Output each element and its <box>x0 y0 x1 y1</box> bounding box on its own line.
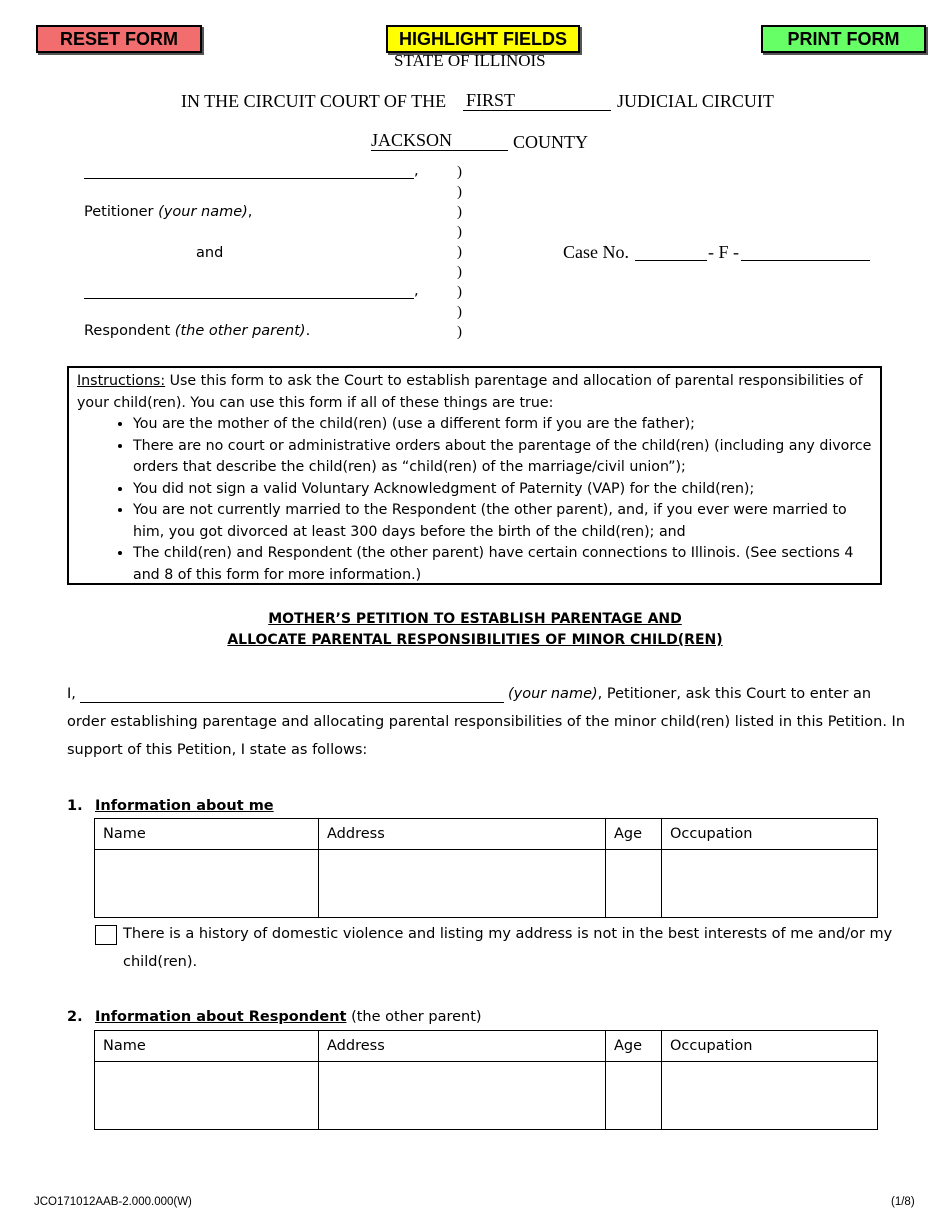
section2-input-row <box>95 1062 878 1130</box>
column-header: Occupation <box>662 1031 878 1062</box>
caption-paren: ) <box>457 304 462 320</box>
respondent-age-cell[interactable] <box>606 1062 662 1130</box>
instructions-intro-text: Use this form to ask the Court to establish parentage and allocation of parental responsibilities of your child(ren). You can use this form if all of these things are true: <box>77 373 863 411</box>
domestic-violence-checkbox[interactable] <box>95 925 117 945</box>
circuit-value: FIRST <box>466 90 516 110</box>
print-form-button[interactable] <box>761 25 926 53</box>
section1-table <box>94 818 878 918</box>
my-name-cell[interactable] <box>95 850 319 918</box>
highlight-fields-button[interactable] <box>386 25 580 53</box>
and-label: and <box>196 245 224 261</box>
respondent-hint: (the other parent) <box>174 323 306 339</box>
section1-number: 1. <box>67 798 83 814</box>
my-occupation-cell[interactable] <box>662 850 878 918</box>
petition-title-line2: ALLOCATE PARENTAL RESPONSIBILITIES OF MINOR CHILD(REN) <box>227 632 723 648</box>
instructions-bullet: • The child(ren) and Respondent (the other parent) have certain connections to Illinois. (See sections 4 and 8 of this form for more information.) <box>133 543 872 586</box>
intro-line2: order establishing parentage and allocating parental responsibilities of the minor child(ren) listed in this Petition. In <box>67 714 906 730</box>
case-number-field[interactable] <box>741 242 870 261</box>
case-no-label: Case No. <box>563 242 629 262</box>
court-prefix: IN THE CIRCUIT COURT OF THE <box>181 91 447 111</box>
section1-heading-text: Information about me <box>95 798 274 814</box>
intro-line3: support of this Petition, I state as follows: <box>67 742 368 758</box>
print-form-label: PRINT FORM <box>787 28 900 49</box>
column-header: Age <box>606 819 662 850</box>
petition-title-line1: MOTHER’S PETITION TO ESTABLISH PARENTAGE AND <box>268 611 682 627</box>
your-name-field[interactable] <box>80 684 504 703</box>
my-address-cell[interactable] <box>319 850 606 918</box>
checkbox-text-line1: There is a history of domestic violence and listing my address is not in the best interests of me and/or my <box>123 926 893 942</box>
my-age-cell[interactable] <box>606 850 662 918</box>
page-number: (1/8) <box>891 1196 915 1208</box>
section1-input-row <box>95 850 878 918</box>
section2-table <box>94 1030 878 1130</box>
caption-paren: ) <box>457 264 462 280</box>
section2-heading-suffix: (the other parent) <box>346 1009 482 1025</box>
column-header: Occupation <box>662 819 878 850</box>
column-header: Age <box>606 1031 662 1062</box>
petitioner-hint: (your name) <box>158 204 248 220</box>
section2-header-row <box>95 1031 878 1062</box>
instructions-bullet: • You are not currently married to the Respondent (the other parent), and, if you ever were married to him, you got divorced at least 300 days before the birth of the child(ren); and <box>133 500 872 543</box>
instructions-bullet: • You did not sign a valid Voluntary Acknowledgment of Paternity (VAP) for the child(ren); <box>133 479 872 501</box>
case-year-field[interactable] <box>635 242 707 261</box>
petitioner-name-field[interactable] <box>84 160 414 179</box>
respondent-word: Respondent <box>84 323 171 339</box>
column-header: Name <box>95 1031 319 1062</box>
intro-hint: (your name) <box>508 686 598 702</box>
instructions-bullet: • There are no court or administrative orders about the parentage of the child(ren) (including any divorce orders that describe the child(ren) as “child(ren) of the marriage/civil union”); <box>133 436 872 479</box>
respondent-label <box>84 323 310 339</box>
column-header: Name <box>95 819 319 850</box>
caption-paren: ) <box>457 184 462 200</box>
column-header: Address <box>319 819 606 850</box>
intro-i: I, <box>67 686 76 702</box>
caption-paren: ) <box>457 224 462 240</box>
petitioner-label <box>84 204 252 220</box>
instructions-bullet: • You are the mother of the child(ren) (use a different form if you are the father); <box>133 414 872 436</box>
caption-paren: ) <box>457 284 462 300</box>
respondent-name-cell[interactable] <box>95 1062 319 1130</box>
respondent-occupation-cell[interactable] <box>662 1062 878 1130</box>
reset-form-button[interactable] <box>36 25 202 53</box>
section1-heading <box>95 798 274 814</box>
case-separator: - F - <box>708 242 739 262</box>
instructions-label: Instructions: <box>77 373 166 389</box>
section2-heading-text: Information about Respondent <box>95 1009 347 1025</box>
respondent-address-cell[interactable] <box>319 1062 606 1130</box>
intro-line1 <box>508 686 871 702</box>
petitioner-word: Petitioner <box>84 204 154 220</box>
instructions-box <box>67 366 882 585</box>
respondent-trail: . <box>305 323 311 339</box>
state-heading: STATE OF ILLINOIS <box>394 51 546 70</box>
respondent-name-field[interactable] <box>84 280 414 299</box>
respondent-comma: , <box>414 283 419 299</box>
county-label: COUNTY <box>513 132 588 152</box>
intro-line1-rest: , Petitioner, ask this Court to enter an <box>597 686 872 702</box>
highlight-fields-label: HIGHLIGHT FIELDS <box>399 28 567 49</box>
section2-heading <box>95 1009 482 1025</box>
caption-paren: ) <box>457 244 462 260</box>
petitioner-comma: , <box>414 163 419 179</box>
caption-paren: ) <box>457 324 462 340</box>
reset-form-label: RESET FORM <box>59 28 178 49</box>
court-suffix: JUDICIAL CIRCUIT <box>617 91 774 111</box>
petition-title <box>0 609 950 651</box>
column-header: Address <box>319 1031 606 1062</box>
instructions-list <box>77 414 872 586</box>
instructions-intro <box>77 371 872 414</box>
petitioner-trail: , <box>247 204 253 220</box>
section2-number: 2. <box>67 1009 83 1025</box>
checkbox-text-line2: child(ren). <box>123 954 198 970</box>
caption-paren: ) <box>457 204 462 220</box>
form-code: JCO171012AAB-2.000.000(W) <box>34 1196 192 1208</box>
section1-header-row <box>95 819 878 850</box>
county-value: JACKSON <box>371 130 453 150</box>
caption-paren: ) <box>457 164 462 180</box>
